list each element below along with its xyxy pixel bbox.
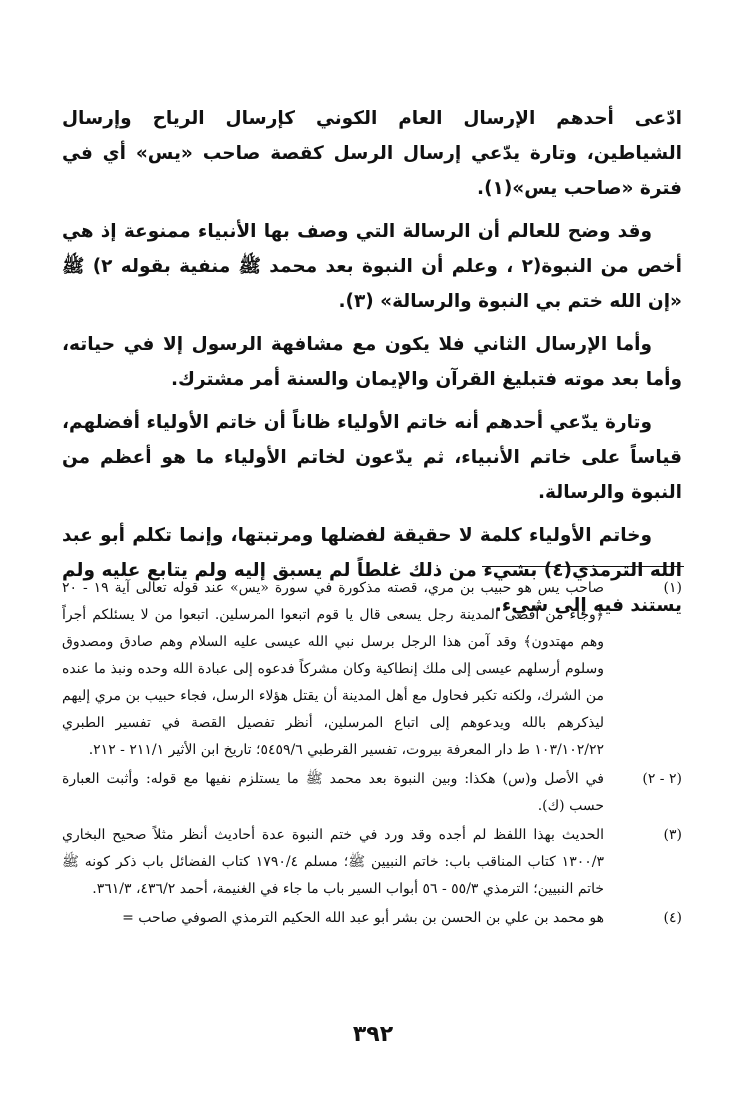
- footnote-1: [62, 575, 682, 764]
- paragraph-3: وأما الإرسال الثاني فلا يكون مع مشافهة الرسول إلا في حياته، وأما بعد موته فتبليغ القرآن والإيمان والسنة أمر مشترك.: [62, 334, 682, 390]
- footnote-text: صاحب يس هو حبيب بن مري، قصته مذكورة في سورة «يس» عند قوله تعالى آية ١٩ - ٢٠ ﴿وجاء من أقصى المدينة رجل يسعى قال يا قوم اتبعوا المرسلين. اتبعوا من لا يسئلكم أجراً وهم مهتدون﴾ وقد آمن هذا الرجل برسل نبي الله عيسى عليه السلام وهم صادق ومصدوق وسلوم أرسلهم عيسى إلى ملك إنطاكية وكان مشركاً فدعوه إلى عبادة الله وحده ونبذ ما عنده من الشرك، ولكنه تكبر فحاول مع أهل المدينة أن يقتل هؤلاء الرسل، فجاء حبيب بن مري إليهم ليذكرهم بالله ويدعوهم إلى اتباع المرسلين، أنظر تفصيل القصة في تفسير الطبري ١٠٣/١٠٢/٢٢ ط دار المعرفة بيروت، تفسير القرطبي ٥٤٥٩/٦؛ تاريخ ابن الأثير ٢١١/١ - ٢١٢.: [62, 580, 604, 758]
- footnote-3: [62, 822, 682, 903]
- footnote-text: الحديث بهذا اللفظ لم أجده وقد ورد في ختم النبوة عدة أحاديث أنظر مثلاً صحيح البخاري ١٣٠٠/٣ كتاب المناقب باب: خاتم النبيين ﷺ؛ مسلم ١٧٩٠/٤ كتاب الفضائل باب ذكر كونه ﷺ خاتم النبيين؛ الترمذي ٥٥/٣ - ٥٦ أبواب السير باب ما جاء في الغنيمة، أحمد ٤٣٦/٢، ٣٦١/٣.: [62, 827, 604, 897]
- footnotes: [62, 575, 682, 934]
- footnote-separator: [482, 566, 684, 567]
- page-number: ٣٩٢: [352, 1022, 394, 1047]
- footnote-2: [62, 766, 682, 820]
- footnote-4: [62, 905, 682, 932]
- main-text: [62, 101, 682, 623]
- paragraph-5: وخاتم الأولياء كلمة لا حقيقة لفضلها ومرتبتها، وإنما تكلم أبو عبد الله الترمذي(٤) بشيء من ذلك غلطاً لم يسبق إليه ولم يتابع عليه ولم يستند فيه إلى شيء.: [62, 525, 682, 616]
- footnote-number: (١): [663, 580, 682, 596]
- footnote-text: في الأصل و(س) هكذا: وبين النبوة بعد محمد ﷺ ما يستلزم نفيها مع قوله: وأثبت العبارة حسب (ك).: [62, 771, 604, 814]
- paragraph-2: وقد وضح للعالم أن الرسالة التي وصف بها الأنبياء ممنوعة إذ هي أخص من النبوة(٢ ، وعلم أن النبوة بعد محمد ﷺ منفية بقوله ٢) ﷺ «إن الله ختم بي النبوة والرسالة» (٣).: [62, 221, 682, 312]
- footnote-number: (٣): [663, 827, 682, 843]
- paragraph-1: ادّعى أحدهم الإرسال العام الكوني كإرسال الرياح وإرسال الشياطين، وتارة يدّعي إرسال الرسل كقصة صاحب «يس» أي في فترة «صاحب يس»(١).: [62, 108, 682, 199]
- paragraph-4: وتارة يدّعي أحدهم أنه خاتم الأولياء ظاناً أن خاتم الأولياء أفضلهم، قياساً على خاتم الأنبياء، ثم يدّعون لخاتم الأولياء ما هو أعظم من النبوة والرسالة.: [62, 412, 682, 503]
- footnote-number: (٤): [663, 910, 682, 926]
- footnote-number: (٢ - ٢): [642, 771, 682, 787]
- footnote-text: هو محمد بن علي بن الحسن بن بشر أبو عبد الله الحكيم الترمذي الصوفي صاحب =: [122, 910, 604, 926]
